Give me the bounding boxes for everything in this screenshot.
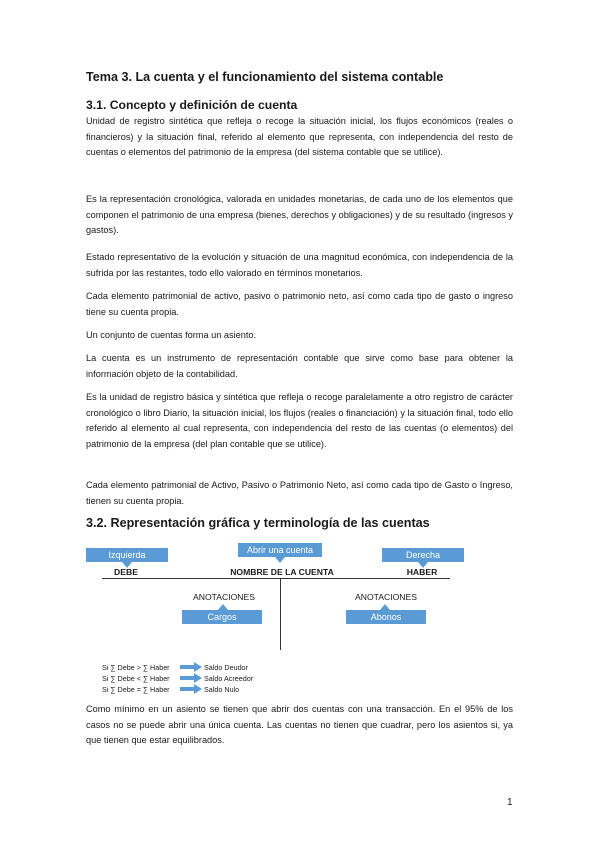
- paragraph: Como mínimo en un asiento se tienen que abrir dos cuentas con una transacción. En el 95% de los casos no se puede abrir una única cuenta. Las cuentas no tienen que cuadrar, pero los asientos si, ya que tienen que estar equilibrados.: [86, 704, 513, 745]
- paragraph: Estado representativo de la evolución y situación de una magnitud económica, con independencia de la sufrida por las restantes, todo ello valorado en términos monetarios.: [86, 252, 513, 278]
- arrow-right-icon: [180, 662, 202, 672]
- saldo-condition: Si ∑ Debe < ∑ Haber: [102, 674, 170, 683]
- t-account-horizontal-line: [102, 578, 450, 579]
- box-cargos: Cargos: [182, 610, 262, 624]
- arrow-right-icon: [180, 684, 202, 694]
- saldo-result: Saldo Acreedor: [204, 674, 254, 683]
- page-number: 1: [507, 797, 513, 808]
- paragraph: Un conjunto de cuentas forma un asiento.: [86, 330, 257, 340]
- label-anotaciones-debe: ANOTACIONES: [193, 592, 255, 602]
- label-nombre-cuenta: NOMBRE DE LA CUENTA: [230, 567, 334, 577]
- box-abonos: Abonos: [346, 610, 426, 624]
- t-account-vertical-line: [280, 578, 281, 650]
- paragraph: Cada elemento patrimonial de activo, pasivo o patrimonio neto, así como cada tipo de gasto o ingreso tiene su cuenta propia.: [86, 291, 513, 317]
- saldo-condition: Si ∑ Debe = ∑ Haber: [102, 685, 170, 694]
- paragraph: La cuenta es un instrumento de representación contable que sirve como base para obtener la información objeto de la contabilidad.: [86, 353, 513, 379]
- label-anotaciones-haber: ANOTACIONES: [355, 592, 417, 602]
- paragraph: Es la unidad de registro básica y sintética que refleja o recoge paralelamente a otro registro de carácter cronológico o libro Diario, la situación inicial, los flujos (reales o financiación) y la situación final, todo ello referido al elemento al cual representa, con independencia del resto de las cuentas (o elementos) del patrimonio de la empresa (del plan contable que se utilice).: [86, 392, 513, 449]
- box-izquierda: Izquierda: [86, 548, 168, 562]
- page-title: Tema 3. La cuenta y el funcionamiento del sistema contable: [86, 70, 444, 84]
- section-heading-concepto: 3.1. Concepto y definición de cuenta: [86, 98, 298, 112]
- label-haber: HABER: [406, 567, 438, 577]
- box-derecha: Derecha: [382, 548, 464, 562]
- t-account-diagram: [86, 540, 513, 700]
- paragraph: Unidad de registro sintética que refleja o recoge la situación inicial, los flujos económicos (reales o financieros) y la situación final, referido al elemento que representa, con independencia del resto de cuentas o elementos del patrimonio de la empresa (del sistema contable que se utilice).: [86, 116, 513, 157]
- saldo-result: Saldo Deudor: [204, 663, 248, 672]
- paragraph: Es la representación cronológica, valorada en unidades monetarias, de cada uno de los elementos que componen el patrimonio de una empresa (bienes, derechos y obligaciones) y de su resultado (ingresos y gastos).: [86, 194, 513, 235]
- saldo-condition: Si ∑ Debe > ∑ Haber: [102, 663, 170, 672]
- arrow-down-icon: [275, 557, 285, 563]
- section-heading-representacion: 3.2. Representación gráfica y terminología de las cuentas: [86, 516, 430, 530]
- box-abrir-cuenta: Abrir una cuenta: [238, 543, 322, 557]
- arrow-right-icon: [180, 673, 202, 683]
- paragraph: Cada elemento patrimonial de Activo, Pasivo o Patrimonio Neto, así como cada tipo de Gasto o Ingreso, tienen su cuenta propia.: [86, 480, 513, 506]
- saldo-result: Saldo Nulo: [204, 685, 240, 694]
- label-debe: DEBE: [114, 567, 138, 577]
